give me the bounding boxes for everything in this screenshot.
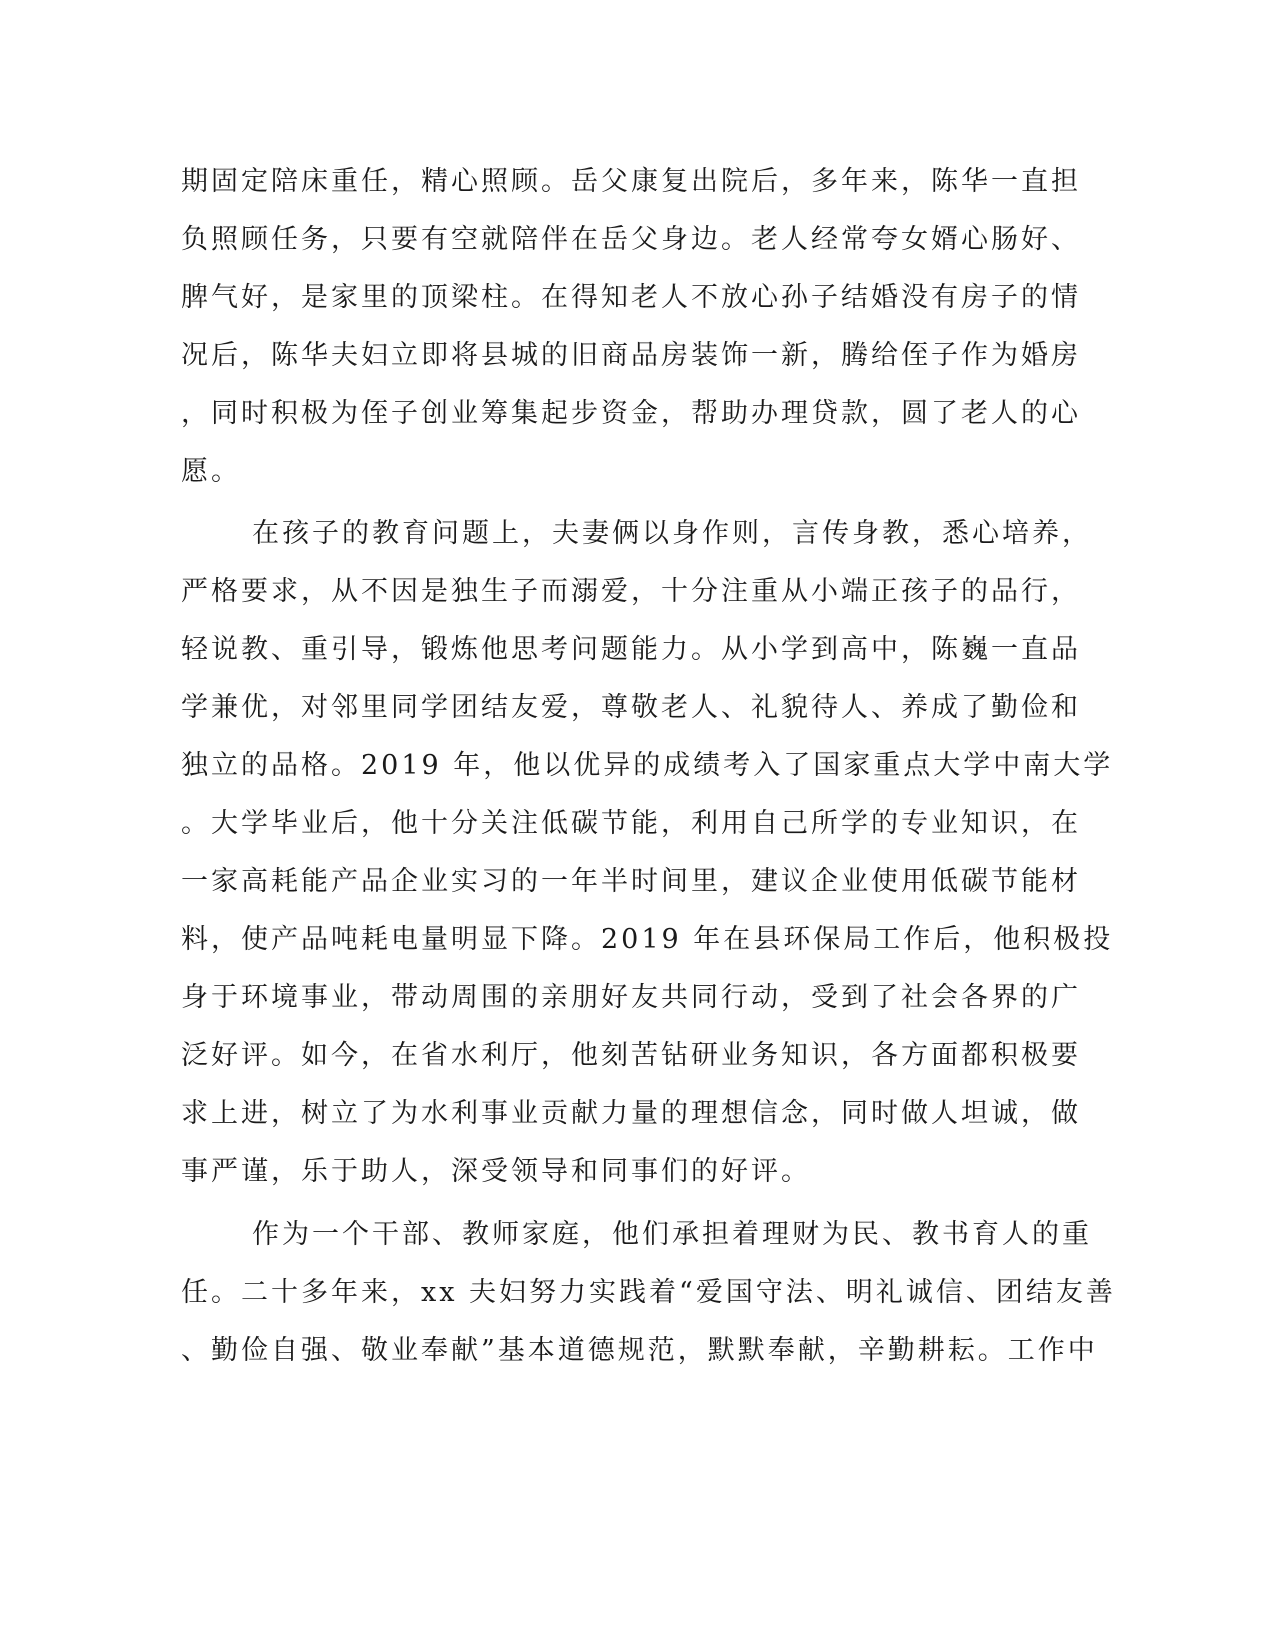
text-line: 。大学毕业后，他十分关注低碳节能，利用自己所学的专业知识，在 [181, 808, 1081, 839]
text-line: 轻说教、重引导，锻炼他思考问题能力。从小学到高中，陈巍一直品 [181, 634, 1081, 665]
text-line: 脾气好，是家里的顶梁柱。在得知老人不放心孙子结婚没有房子的情 [181, 282, 1081, 313]
paragraph-first-line: 在孩子的教育问题上，夫妻俩以身作则，言传身教，悉心培养， [252, 518, 1092, 549]
text-line: 独立的品格。2019 年，他以优异的成绩考入了国家重点大学中南大学 [181, 750, 1114, 781]
text-line: 一家高耗能产品企业实习的一年半时间里，建议企业使用低碳节能材 [181, 866, 1081, 897]
text-line: 严格要求，从不因是独生子而溺爱，十分注重从小端正孩子的品行， [181, 576, 1081, 607]
text-line: 期固定陪床重任，精心照顾。岳父康复出院后，多年来，陈华一直担 [181, 166, 1081, 197]
text-line: 料，使产品吨耗电量明显下降。2019 年在县环保局工作后，他积极投 [181, 924, 1114, 955]
text-line: 泛好评。如今，在省水利厅，他刻苦钻研业务知识，各方面都积极要 [181, 1040, 1081, 1071]
text-line: ，同时积极为侄子创业筹集起步资金，帮助办理贷款，圆了老人的心 [181, 398, 1081, 429]
text-line: 负照顾任务，只要有空就陪伴在岳父身边。老人经常夸女婿心肠好、 [181, 224, 1081, 255]
text-line: 任。二十多年来，xx 夫妇努力实践着“爱国守法、明礼诚信、团结友善 [181, 1277, 1116, 1308]
text-line: 求上进，树立了为水利事业贡献力量的理想信念，同时做人坦诚，做 [181, 1098, 1081, 1129]
text-line: 事严谨，乐于助人，深受领导和同事们的好评。 [181, 1156, 811, 1187]
text-line: 愿。 [181, 456, 241, 487]
text-line: 况后，陈华夫妇立即将县城的旧商品房装饰一新，腾给侄子作为婚房 [181, 340, 1081, 371]
paragraph-first-line: 作为一个干部、教师家庭，他们承担着理财为民、教书育人的重 [252, 1219, 1092, 1250]
text-line: 、勤俭自强、敬业奉献”基本道德规范，默默奉献，辛勤耕耘。工作中 [181, 1335, 1098, 1366]
text-line: 学兼优，对邻里同学团结友爱，尊敬老人、礼貌待人、养成了勤俭和 [181, 692, 1081, 723]
text-line: 身于环境事业，带动周围的亲朋好友共同行动，受到了社会各界的广 [181, 982, 1081, 1013]
